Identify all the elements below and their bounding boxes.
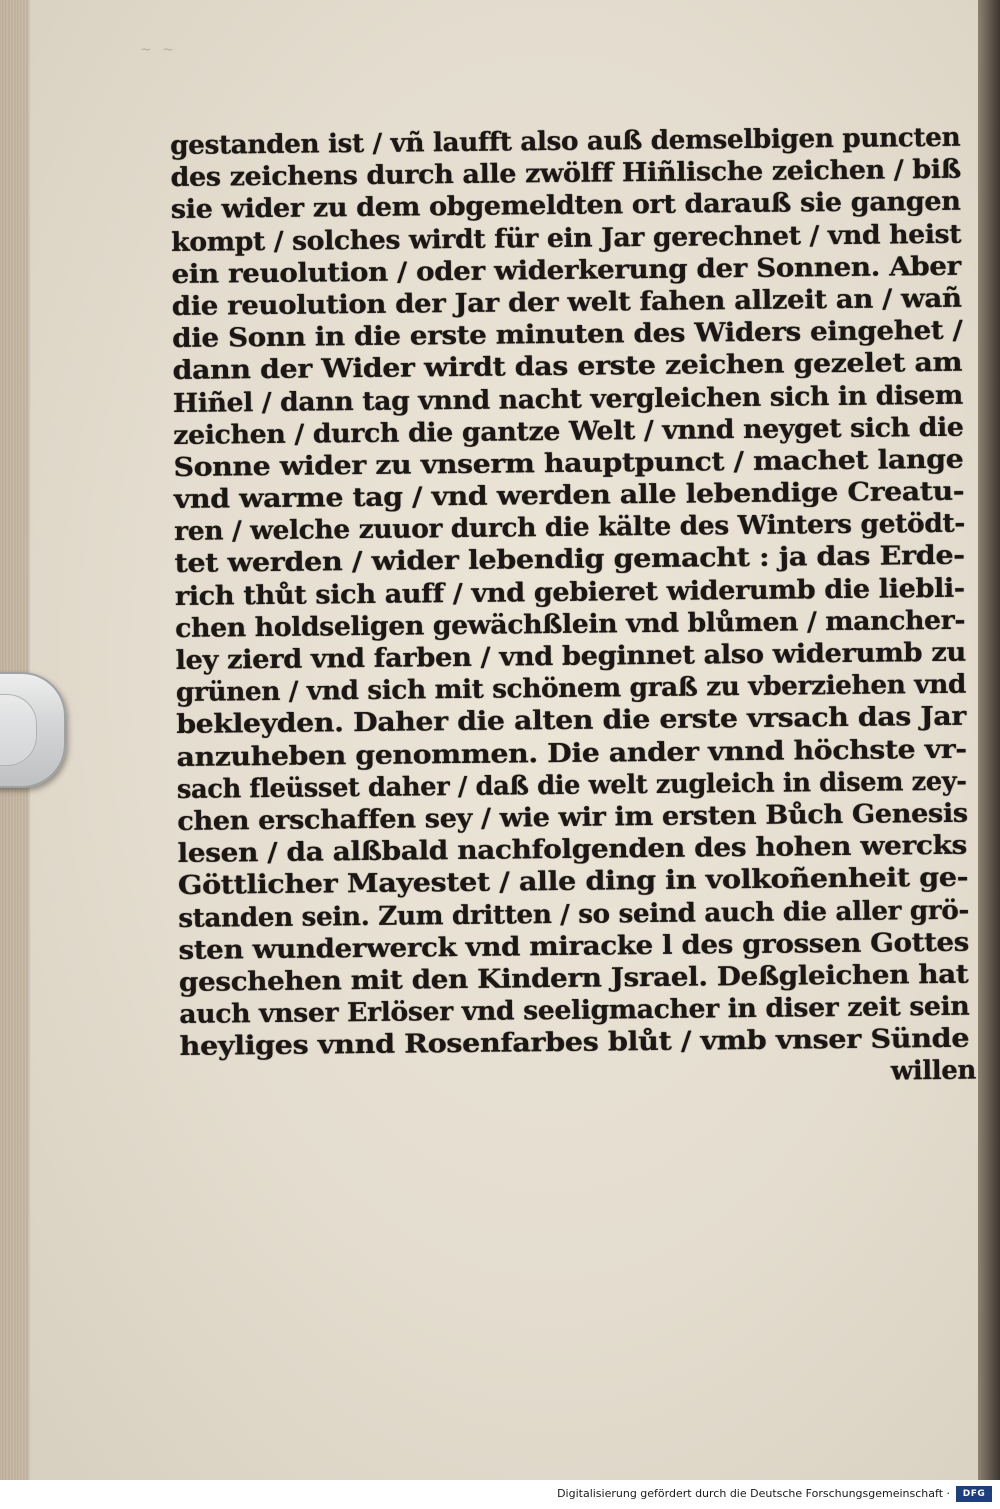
dfg-logo: DFG <box>956 1486 992 1502</box>
catchword: willen <box>890 1056 977 1087</box>
text-line: rich thůt sich auff / vnd gebieret widerumb die liebli- <box>174 573 965 612</box>
text-line: ren / welche zuuor durch die kälte des Winters getödt- <box>174 508 966 548</box>
text-line: bekleyden. Daher die alten die erste vrsach das Jar <box>176 702 967 741</box>
text-line: die reuolution der Jar der welt fahen allzeit an / wañ <box>171 283 962 322</box>
funding-credit: Digitalisierung gefördert durch die Deutsche Forschungsgemeinschaft · <box>557 1487 950 1500</box>
text-line: standen sein. Zum dritten / so seind auch die aller grö- <box>178 895 970 934</box>
text-line: sie wider zu dem obgemeldten ort darauß sie gangen <box>170 187 961 226</box>
text-line: kompt / solches wirdt für ein Jar gerechnet / vnd heist <box>171 219 962 258</box>
text-block <box>170 122 980 1096</box>
text-line: Sonne wider zu vnserm hauptpunct / machet lange <box>173 444 964 483</box>
text-line: vnd warme tag / vnd werden alle lebendige Creatu- <box>173 476 965 516</box>
bleed-through-mark: ~ ~ <box>140 42 177 58</box>
text-line: lesen / da alßbald nachfolgenden des hohen wercks <box>177 830 968 870</box>
text-line: grünen / vnd sich mit schönem graß zu vberziehen vnd <box>175 669 967 709</box>
text-line: heyliges vnnd Rosenfarbes blůt / vmb vnser Sünde <box>179 1023 970 1063</box>
text-line: Göttlicher Mayestet / alle ding in volkoñenheit ge- <box>177 862 969 902</box>
text-line: Hiñel / dann tag vnnd nacht vergleichen sich in disem <box>172 380 964 419</box>
text-line: auch vnser Erlöser vnd seeligmacher in diser zeit sein <box>179 991 970 1031</box>
text-line: chen holdseligen gewächßlein vnd blůmen / mancher- <box>175 605 966 644</box>
text-line: sach fleüsset daher / daß die welt zugleich in disem zey- <box>176 766 967 805</box>
text-line: des zeichens durch alle zwölff Hiñlische zeichen / biß <box>170 154 962 194</box>
credit-footer <box>0 1480 1000 1509</box>
text-line: sten wunderwerck vnd miracke l des grossen Gottes <box>178 927 970 966</box>
text-line: ley zierd vnd farben / vnd beginnet also widerumb zu <box>175 637 967 676</box>
page-clip-loop <box>0 694 37 766</box>
text-line: dann der Wider wirdt das erste zeichen gezelet am <box>172 348 963 387</box>
text-line: tet werden / wider lebendig gemacht : ja das Erde- <box>174 541 965 580</box>
text-line: geschehen mit den Kindern Jsrael. Deßgleichen hat <box>178 959 969 998</box>
text-line: anzuheben genommen. Die ander vnnd höchste vr- <box>176 734 967 773</box>
text-line: zeichen / durch die gantze Welt / vnnd neyget sich die <box>173 412 964 451</box>
text-line: die Sonn in die erste minuten des Widers eingehet / <box>172 315 963 355</box>
text-line: gestanden ist / vñ laufft also auß demselbigen puncten <box>170 122 961 161</box>
page-clip <box>0 672 66 788</box>
text-line: chen erschaffen sey / wie wir im ersten Bůch Genesis <box>177 798 968 837</box>
text-line: ein reuolution / oder widerkerung der Sonnen. Aber <box>171 251 961 290</box>
